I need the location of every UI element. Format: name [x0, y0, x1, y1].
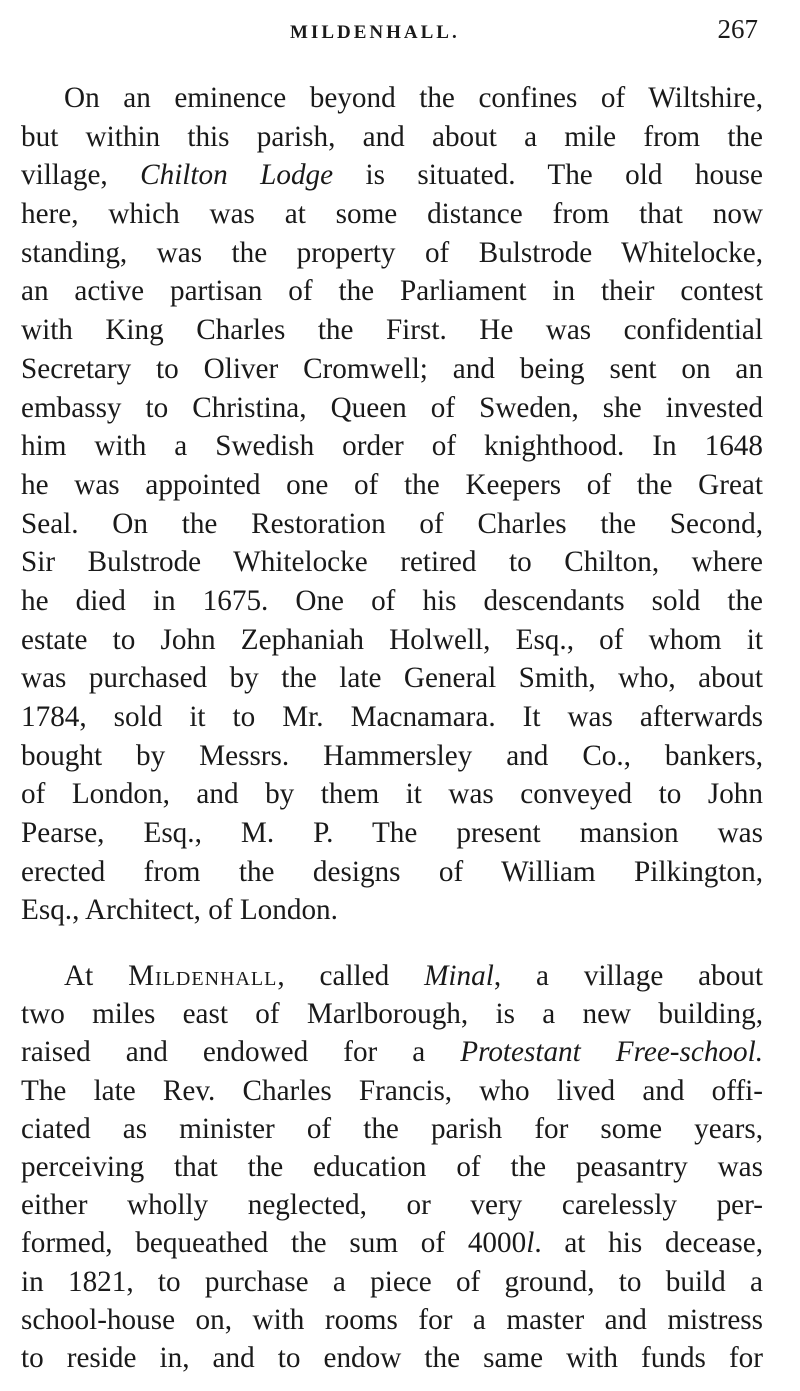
running-head: [0, 14, 800, 50]
text-line: with King Charles the First. He was confidential: [21, 314, 763, 347]
italic-place-name: Chilton Lodge: [140, 159, 334, 192]
paragraph-chilton-lodge: [21, 79, 763, 930]
text-line: school-house on, with rooms for a master and mistress: [21, 1303, 763, 1336]
italic-place-name: Minal: [424, 960, 494, 992]
text-line: bought by Messrs. Hammersley and Co., bankers,: [21, 739, 763, 772]
text-line: Esq., Architect, of London.: [21, 894, 338, 927]
text-line: Pearse, Esq., M. P. The present mansion was: [21, 817, 763, 850]
text-line: perceiving that the education of the peasantry was: [21, 1150, 763, 1183]
text-line: ciated as minister of the parish for some years,: [21, 1112, 763, 1145]
text-line: him with a Swedish order of knighthood. In 1648: [21, 430, 763, 463]
page-number: 267: [717, 14, 758, 44]
text-line: embassy to Christina, Queen of Sweden, she invested: [21, 391, 763, 424]
text-line: to reside in, and to endow the same with funds for: [21, 1341, 763, 1374]
text-line: At Mildenhall, called Minal, a village about: [64, 960, 763, 992]
text-line: an active partisan of the Parliament in their contest: [21, 275, 763, 308]
text-line: but within this parish, and about a mile from the: [21, 120, 763, 153]
text-line: Sir Bulstrode Whitelocke retired to Chilton, where: [21, 546, 763, 579]
text-line: Seal. On the Restoration of Charles the Second,: [21, 507, 763, 540]
text-line: On an eminence beyond the confines of Wiltshire,: [64, 82, 763, 114]
text-line: two miles east of Marlborough, is a new building,: [21, 998, 763, 1031]
text-line: standing, was the property of Bulstrode Whitelocke,: [21, 236, 763, 269]
text-line: he was appointed one of the Keepers of the Great: [21, 468, 763, 501]
text-line: Secretary to Oliver Cromwell; and being sent on an: [21, 352, 763, 385]
text-line: The late Rev. Charles Francis, who lived and offi-: [21, 1074, 763, 1107]
text-line: raised and endowed for a Protestant Free-school.: [21, 1036, 764, 1069]
text-line: erected from the designs of William Pilkington,: [21, 855, 763, 888]
text-line: either wholly neglected, or very carelessly per-: [21, 1189, 763, 1222]
text-line: of London, and by them it was conveyed to John: [21, 778, 763, 811]
text-line: was purchased by the late General Smith, who, about: [21, 662, 763, 695]
italic-school-name: Protestant Free-school.: [460, 1036, 764, 1069]
running-title: MILDENHALL.: [290, 22, 460, 43]
text-line: formed, bequeathed the sum of 4000l. at his decease,: [21, 1227, 763, 1260]
text-line: 1784, sold it to Mr. Macnamara. It was afterwards: [21, 701, 763, 733]
text-line: estate to John Zephaniah Holwell, Esq., of whom it: [21, 623, 763, 656]
paragraph-mildenhall-school: [21, 957, 763, 1377]
text-line: here, which was at some distance from that now: [21, 198, 763, 231]
text-line: in 1821, to purchase a piece of ground, to build a: [21, 1265, 763, 1298]
italic-pounds-sign: l: [526, 1227, 535, 1260]
text-line: village, Chilton Lodge is situated. The old house: [21, 159, 763, 192]
smallcaps-place-name: Mildenhall: [128, 960, 278, 992]
text-line: he died in 1675. One of his descendants sold the: [21, 584, 763, 617]
